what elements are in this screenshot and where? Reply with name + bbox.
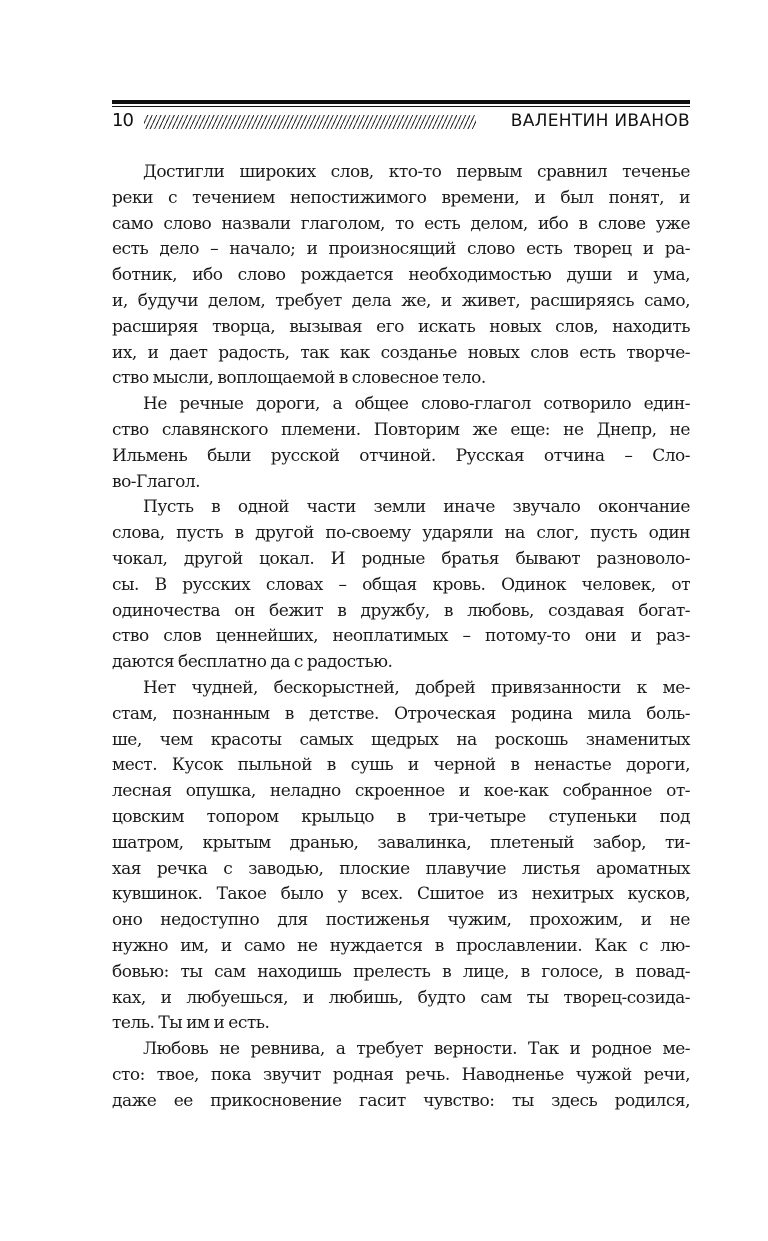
text-line: само слово назвали глаголом, то есть делом, ибо в слове уже: [112, 213, 690, 234]
running-head-author: ВАЛЕНТИН ИВАНОВ: [510, 111, 690, 131]
text-line: ках, и любуешься, и любишь, будто сам ты творец-созида-: [112, 987, 690, 1008]
text-line: ство славянского племени. Повторим же еще: не Днепр, не: [112, 419, 690, 440]
text-line: ше, чем красоты самых щедрых на роскошь знаменитых: [112, 729, 690, 750]
text-line: чокал, другой цокал. И родные братья бывают разноволо-: [112, 548, 690, 569]
text-line: Пусть в одной части земли иначе звучало окончание: [143, 497, 690, 518]
text-line: Достигли широких слов, кто-то первым сравнил теченье: [143, 162, 690, 182]
text-line: кувшинок. Такое было у всех. Сшитое из нехитрых кусков,: [112, 884, 690, 905]
text-line: оно недоступно для постиженья чужим, прохожим, и не: [112, 910, 690, 931]
text-line: их, и дает радость, так как созданье новых слов есть творче-: [112, 342, 690, 363]
paragraph: [112, 392, 690, 495]
running-head: [112, 100, 690, 138]
page-number: 10: [112, 110, 133, 131]
body-text: [112, 160, 690, 1114]
header-rule-thin: [112, 106, 690, 107]
text-line: даются бесплатно да с радостью.: [112, 652, 393, 673]
text-line: нужно им, и само не нуждается в прославлении. Как с лю-: [112, 935, 690, 956]
text-line: Не речные дороги, а общее слово-глагол сотворило един-: [143, 394, 690, 415]
text-line: сы. В русских словах – общая кровь. Одинок человек, от: [112, 574, 690, 595]
paragraph: [112, 1037, 690, 1114]
text-line: цовским топором крыльцо в три-четыре ступеньки под: [112, 806, 690, 827]
text-line: ботник, ибо слово рождается необходимостью души и ума,: [112, 265, 690, 286]
header-rule-thick: [112, 100, 690, 104]
text-line: ство слов ценнейших, неоплатимых – потому-то они и раз-: [112, 626, 690, 647]
text-line: одиночества он бежит в дружбу, в любовь, создавая богат-: [112, 600, 690, 621]
text-line: во-Глагол.: [112, 471, 201, 492]
text-line: Нет чудней, бескорыстней, добрей привязанности к ме-: [143, 677, 690, 698]
text-line: стам, познанным в детстве. Отроческая родина мила боль-: [112, 703, 690, 724]
text-line: даже ее прикосновение гасит чувство: ты здесь родился,: [112, 1090, 690, 1111]
paragraph: [112, 676, 690, 1037]
text-line: расширяя творца, вызывая его искать новых слов, находить: [112, 316, 690, 337]
text-line: сто: твое, пока звучит родная речь. Наводненье чужой речи,: [112, 1064, 690, 1085]
text-line: слова, пусть в другой по-своему ударяли на слог, пусть один: [112, 523, 690, 544]
text-line: шатром, крытым дранью, завалинка, плетеный забор, ти-: [112, 832, 690, 853]
text-line: лесная опушка, неладно скроенное и кое-как собранное от-: [112, 781, 690, 802]
text-line: реки с течением непостижимого времени, и был понят, и: [112, 187, 690, 208]
text-line: и, будучи делом, требует дела же, и живет, расширяясь само,: [112, 290, 690, 311]
text-line: Ильмень были русской отчиной. Русская отчина – Сло-: [112, 445, 690, 466]
text-line: хая речка с заводью, плоские плавучие листья ароматных: [112, 858, 690, 879]
text-line: Любовь не ревнива, а требует верности. Так и родное ме-: [143, 1039, 690, 1060]
decorative-hatch-ornament: [144, 115, 476, 129]
paragraph: [112, 495, 690, 676]
text-line: ство мысли, воплощаемой в словесное тело.: [112, 368, 486, 389]
text-line: тель. Ты им и есть.: [112, 1013, 270, 1034]
paragraph: [112, 160, 690, 392]
text-line: мест. Кусок пыльной в сушь и черной в ненастье дороги,: [112, 755, 690, 776]
text-line: бовью: ты сам находишь прелесть в лице, в голосе, в повад-: [112, 961, 690, 982]
text-line: есть дело – начало; и произносящий слово есть творец и ра-: [112, 239, 690, 260]
